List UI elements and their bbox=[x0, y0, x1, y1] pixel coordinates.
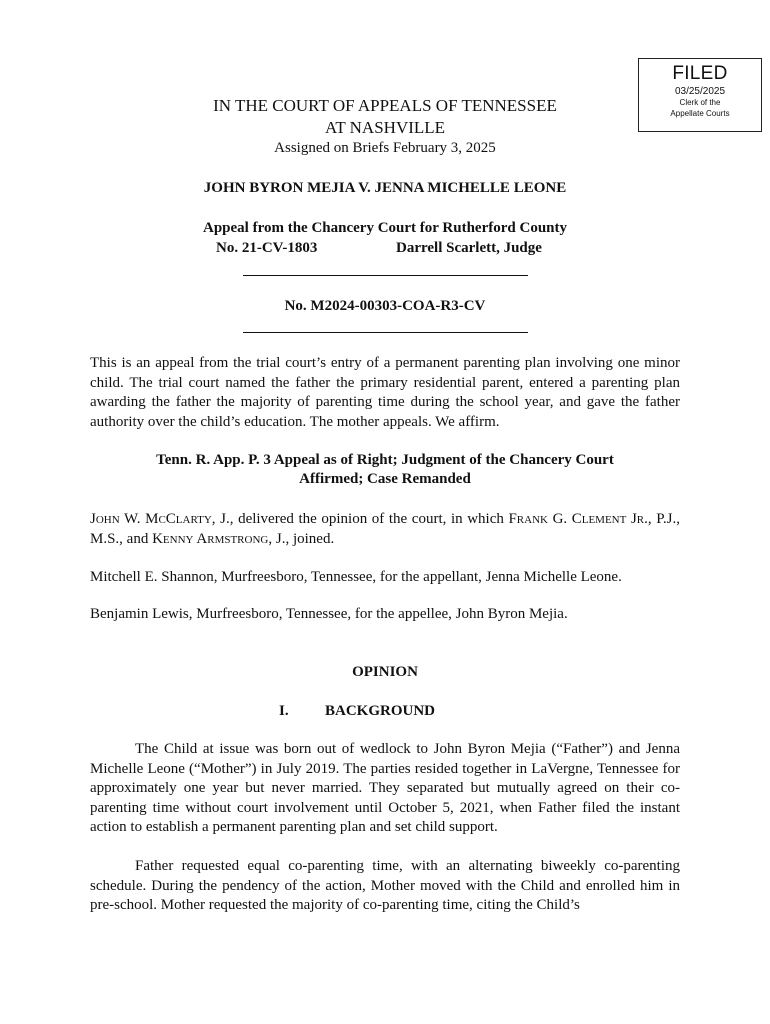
author-text-1: , J., delivered the opinion of the court, in which bbox=[211, 511, 509, 527]
case-caption: JOHN BYRON MEJIA V. JENNA MICHELLE LEONE bbox=[203, 180, 567, 196]
background-paragraph-2: Father requested equal co-parenting time, with an alternating biweekly co-parenting schedule. During the pendency of the action, Mother moved with the Child and enrolled him in pre-school. Mother requested the majority of co-parenting time, citing the Child’s bbox=[90, 858, 680, 913]
court-location: AT NASHVILLE bbox=[324, 118, 446, 137]
divider-bottom bbox=[243, 332, 528, 333]
court-name: IN THE COURT OF APPEALS OF TENNESSEE bbox=[213, 96, 557, 115]
authoring-judges bbox=[90, 510, 680, 549]
docket-number: No. M2024-00303-COA-R3-CV bbox=[284, 298, 486, 314]
author-text-3: , J., joined. bbox=[268, 530, 335, 547]
appeal-from: Appeal from the Chancery Court for Rutherford County bbox=[203, 220, 567, 236]
stamp-courts-line: Appellate Courts bbox=[670, 109, 730, 118]
appeal-details bbox=[216, 240, 556, 257]
trial-case-number: No. 21-CV-1803 bbox=[216, 240, 318, 256]
section-number: I. bbox=[279, 703, 289, 719]
holding-line-1: Tenn. R. App. P. 3 Appeal as of Right; Judgment of the Chancery Court bbox=[156, 452, 614, 468]
stamp-title: FILED bbox=[672, 63, 728, 84]
divider-top bbox=[243, 275, 528, 276]
stamp-date: 03/25/2025 bbox=[674, 86, 726, 97]
opinion-heading: OPINION bbox=[352, 664, 418, 680]
section-title: BACKGROUND bbox=[325, 703, 436, 719]
background-paragraph-1: The Child at issue was born out of wedlock to John Byron Mejia (“Father”) and Jenna Michelle Leone (“Mother”) in July 2019. The parties resided together in LaVergne, Tennessee for approximately one year but never married. They separated but mutually agreed on their co-parenting time without court involvement until October 5, 2021, when Father filed the instant action to establish a permanent parenting plan and set child support. bbox=[90, 741, 680, 835]
joining-judge-1: Frank G. Clement Jr. bbox=[508, 511, 648, 527]
appellee-counsel: Benjamin Lewis, Murfreesboro, Tennessee, for the appellee, John Byron Mejia. bbox=[90, 606, 568, 622]
case-summary: This is an appeal from the trial court’s entry of a permanent parenting plan involving one minor child. The trial court named the father the primary residential parent, entered a parenting plan awarding the father the majority of parenting time during the school year, and gave the father authority over the child’s education. The mother appeals. We affirm. bbox=[90, 355, 680, 430]
appellant-counsel: Mitchell E. Shannon, Murfreesboro, Tennessee, for the appellant, Jenna Michelle Leone. bbox=[90, 569, 622, 585]
author-judge: John W. McClarty bbox=[90, 511, 212, 527]
assigned-date: Assigned on Briefs February 3, 2025 bbox=[274, 140, 496, 156]
stamp-clerk-line: Clerk of the bbox=[679, 98, 721, 107]
holding-line-2: Affirmed; Case Remanded bbox=[299, 471, 471, 487]
trial-judge: Darrell Scarlett, Judge bbox=[396, 240, 542, 256]
joining-judge-2: Kenny Armstrong bbox=[152, 530, 269, 547]
author-text-2: , P.J., M.S., and bbox=[90, 511, 680, 547]
